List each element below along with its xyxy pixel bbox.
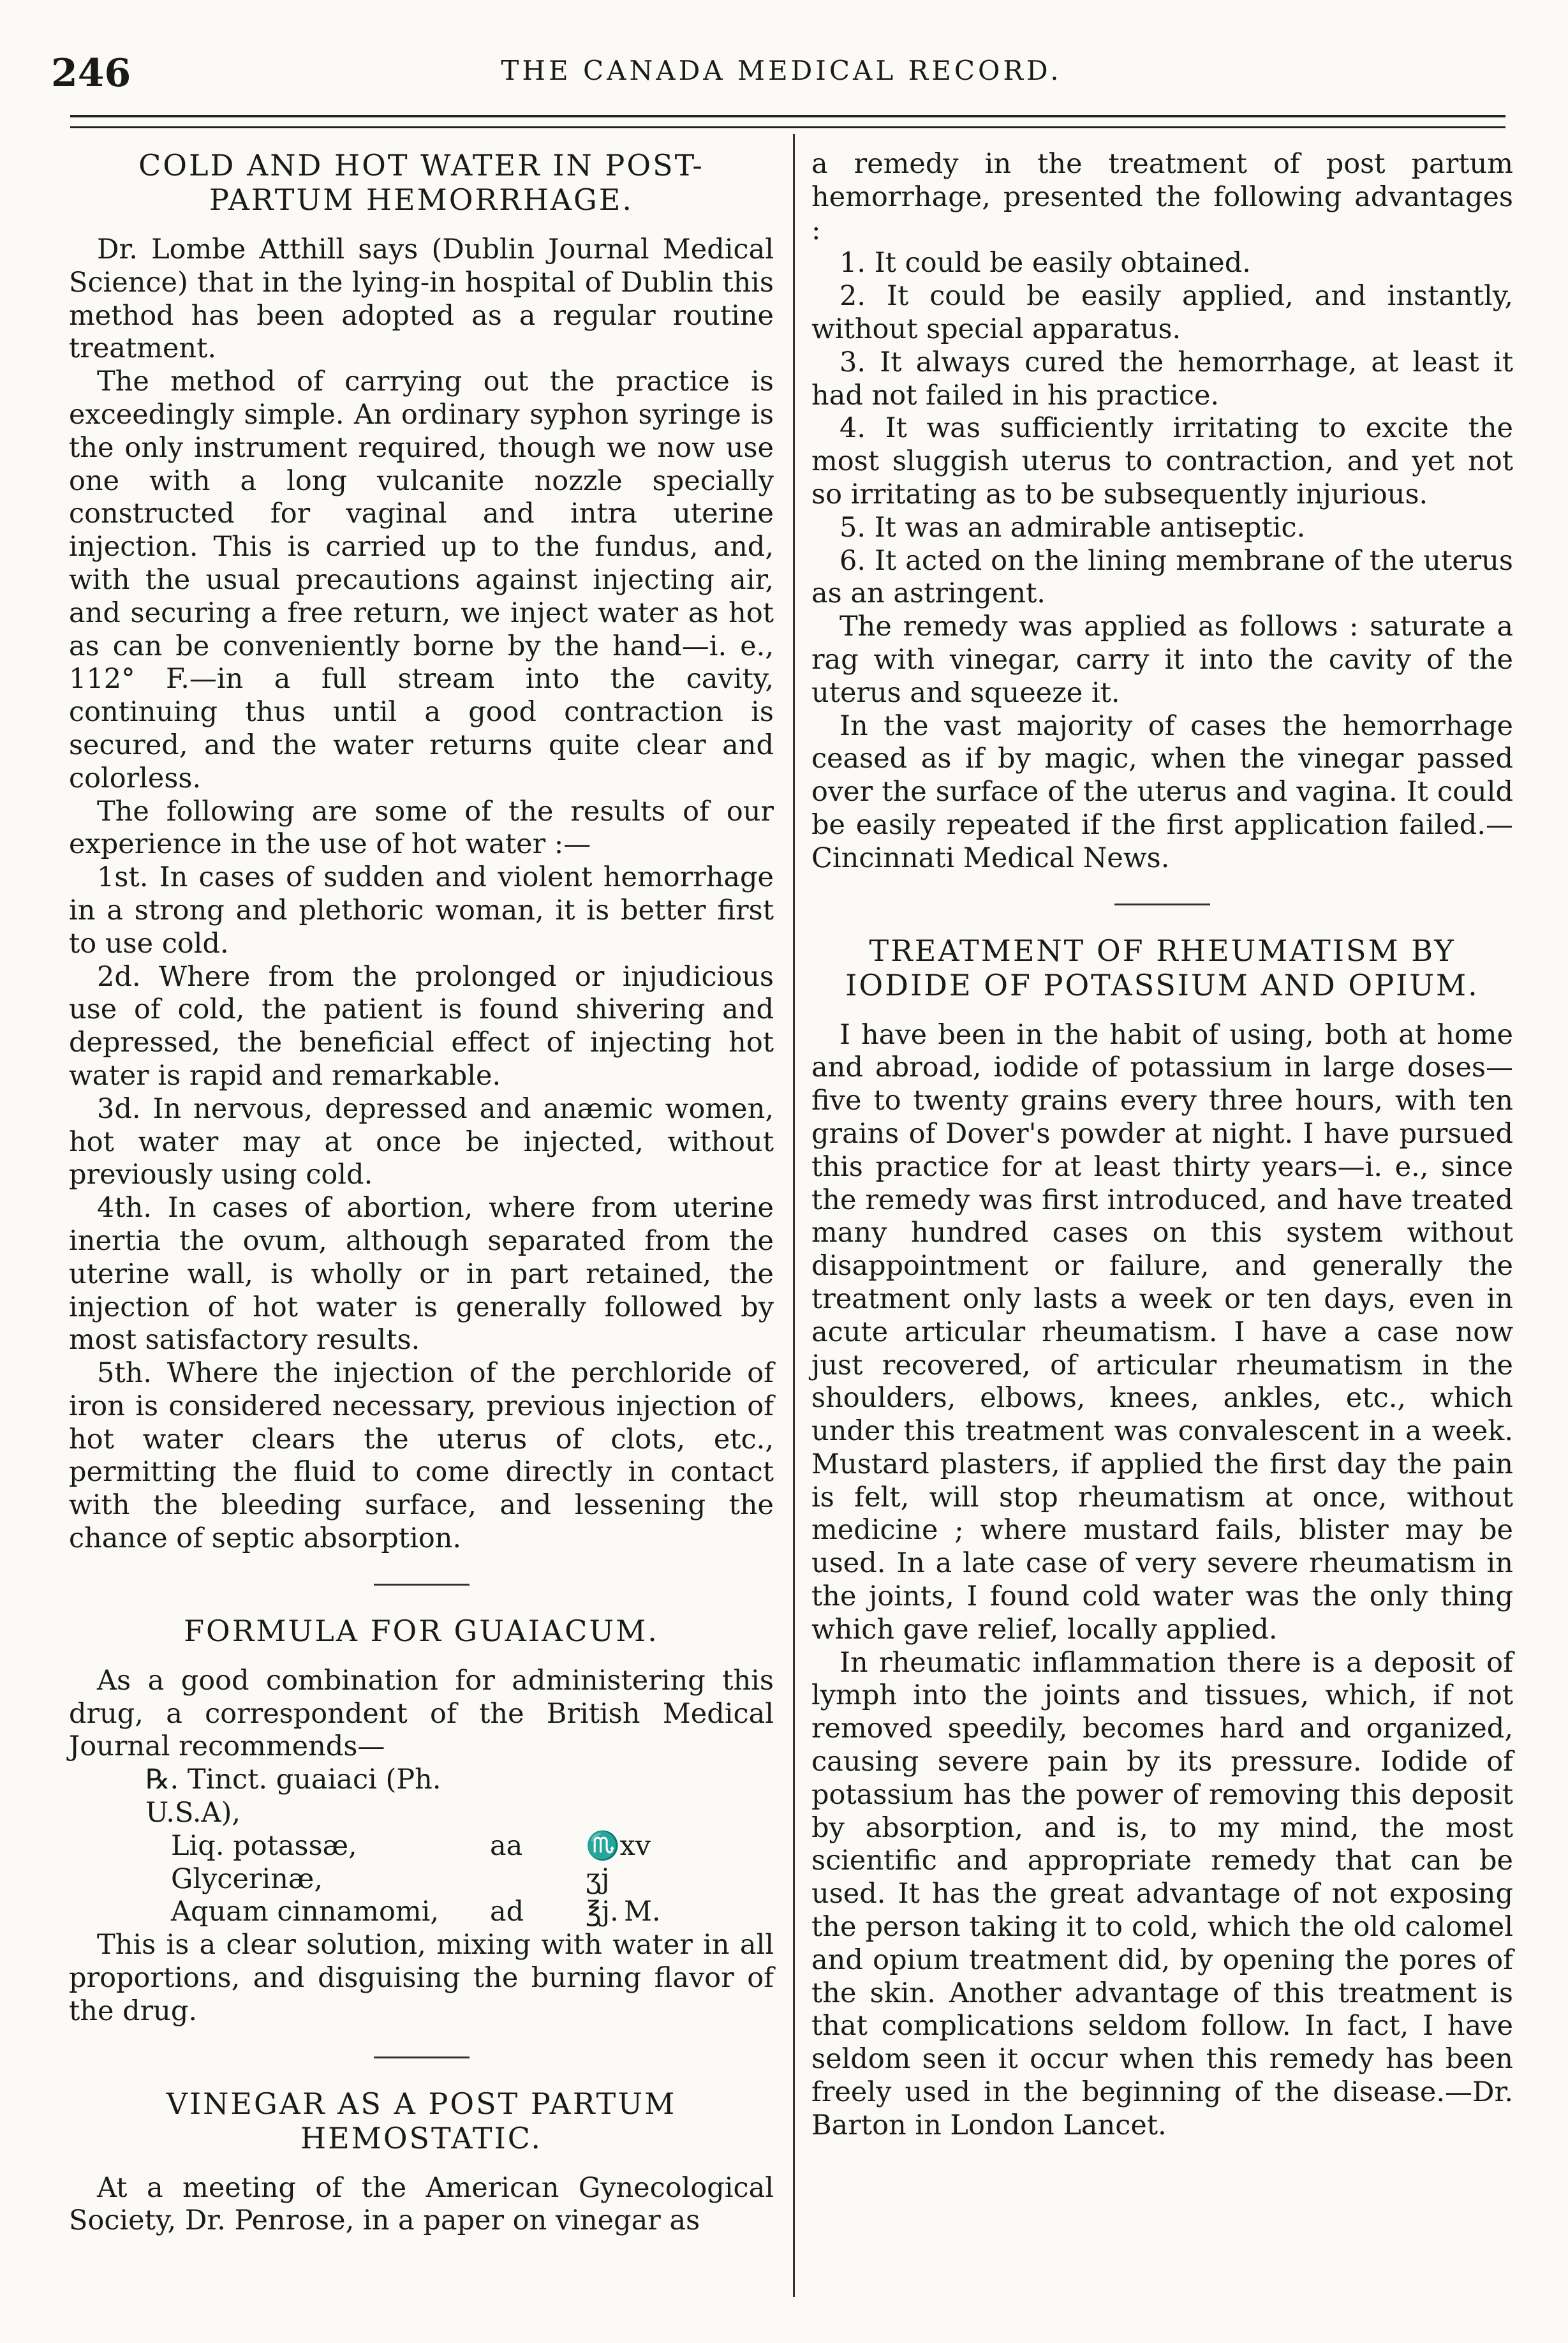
- list-item: 3. It always cured the hemorrhage, at least it had not failed in his practice.: [811, 346, 1513, 412]
- paragraph: 1st. In cases of sudden and violent hemorrhage in a strong and plethoric woman, it is better first to use cold.: [69, 861, 774, 960]
- paragraph: The method of carrying out the practice is exceedingly simple. An ordinary syphon syringe is the only instrument required, though we now use one with a long vulcanite nozzle specially constructed for vaginal and intra uterine injection. This is carried up to the fundus, and, with the usual precautions against injecting air, and securing a free return, we inject water as hot as can be conveniently borne by the hand—i. e., 112° F.—in a full stream into the cavity, continuing thus until a good contraction is secured, and the water returns quite clear and colorless.: [69, 366, 774, 794]
- paragraph: Dr. Lombe Atthill says (Dublin Journal Medical Science) that in the lying-in hospital of Dublin this method has been adopted as a regular routine treatment.: [69, 234, 774, 365]
- paragraph: The remedy was applied as follows : saturate a rag with vinegar, carry it into the cavity of the uterus and squeeze it.: [811, 611, 1513, 709]
- paragraph: 3d. In nervous, depressed and anæmic women, hot water may at once be injected, without previously using cold.: [69, 1092, 774, 1191]
- paragraph: In the vast majority of cases the hemorrhage ceased as if by magic, when the vinegar passed over the surface of the uterus and vagina. It could be easily repeated if the first application failed.—Cincinnati Medical News.: [811, 710, 1513, 874]
- column-divider: [793, 134, 795, 2297]
- paragraph: I have been in the habit of using, both at home and abroad, iodide of potassium in large doses—five to twenty grains every three hours, with ten grains of Dover's powder at night. I have pursued this practice for at least thirty years—i. e., since the remedy was first introduced, and have treated many hundred cases on this system without disappointment or failure, and generally the treatment only lasts a week or ten days, even in acute articular rheumatism. I have a case now just recovered, of articular rheumatism in the shoulders, elbows, knees, ankles, etc., which under this treatment was convalescent in a week. Mustard plasters, if applied the first day the pain is felt, will stop rheumatism at once, without medicine ; where mustard fails, blister may be used. In a late case of very severe rheumatism in the joints, I found cold water was the only thing which gave relief, locally applied.: [811, 1018, 1513, 1646]
- article-title-rheumatism: TREATMENT OF RHEUMATISM BY IODIDE OF POTASSIUM AND OPIUM.: [845, 933, 1479, 1002]
- paragraph: This is a clear solution, mixing with water in all proportions, and disguising the burning flavor of the drug.: [69, 1929, 774, 2027]
- list-item: 1. It could be easily obtained.: [839, 247, 1251, 279]
- paragraph: The following are some of the results of our experience in the use of hot water :—: [69, 795, 774, 861]
- list-item: 6. It acted on the lining membrane of the uterus as an astringent.: [811, 544, 1513, 610]
- formula-row: Liq. potassæ, aa ♏xv: [171, 1829, 651, 1862]
- formula-row: Glycerinæ, ʒj: [171, 1863, 610, 1895]
- article-title-vinegar: VINEGAR AS A POST PARTUM HEMOSTATIC.: [166, 2086, 677, 2155]
- paragraph: 2d. Where from the prolonged or injudicious use of cold, the patient is found shivering and depressed, the beneficial effect of injecting hot water is rapid and remarkable.: [69, 960, 774, 1092]
- page-header: [51, 51, 1512, 108]
- article-title-hot-water: COLD AND HOT WATER IN POST-PARTUM HEMORRHAGE.: [138, 148, 704, 217]
- running-head: THE CANADA MEDICAL RECORD.: [501, 55, 1062, 86]
- list-item: 5. It was an admirable antiseptic.: [839, 511, 1306, 544]
- paragraph: 5th. Where the injection of the perchloride of iron is considered necessary, previous injection of hot water clears the uterus of clots, etc., permitting the fluid to come directly in contact with the bleeding surface, and lessening the chance of septic absorption.: [69, 1357, 774, 1555]
- list-item: 4. It was sufficiently irritating to excite the most sluggish uterus to contraction, and yet not so irritating as to be subsequently injurious.: [811, 412, 1513, 510]
- right-column: [811, 148, 1513, 2143]
- paragraph: 4th. In cases of abortion, where from uterine inertia the ovum, although separated from the uterine wall, is wholly or in part retained, the injection of hot water is generally followed by most satisfactory results.: [69, 1192, 774, 1357]
- prescription-formula: [145, 1764, 774, 1929]
- paragraph: At a meeting of the American Gynecological Society, Dr. Penrose, in a paper on vinegar as: [69, 2171, 774, 2237]
- formula-row: Aquam cinnamomi, ad ℥j. M.: [171, 1896, 661, 1928]
- paragraph: As a good combination for administering this drug, a correspondent of the British Medical Journal recommends—: [69, 1664, 774, 1763]
- formula-row: ℞. Tinct. guaiaci (Ph. U.S.A),: [145, 1764, 441, 1829]
- paragraph: a remedy in the treatment of post partum hemorrhage, presented the following advantages :: [811, 148, 1513, 246]
- paragraph: In rheumatic inflammation there is a deposit of lymph into the joints and tissues, which, if not removed speedily, becomes hard and organized, causing severe pain by its pressure. Iodide of potassium has the power of removing this deposit by absorption, and is, to my mind, the most scientific and appropriate remedy that can be used. It has the great advantage of not exposing the person taking it to cold, which the old calomel and opium treatment did, by opening the pores of the skin. Another advantage of this treatment is that complications seldom follow. In fact, I have seldom seen it occur when this remedy has been freely used in the beginning of the disease.—Dr. Barton in London Lancet.: [811, 1646, 1513, 2141]
- page-number: 246: [51, 51, 131, 96]
- left-column: [69, 148, 774, 2238]
- list-item: 2. It could be easily applied, and instantly, without special apparatus.: [811, 280, 1513, 345]
- header-rule: [70, 115, 1505, 128]
- article-title-guaiacum: FORMULA FOR GUAIACUM.: [184, 1613, 659, 1648]
